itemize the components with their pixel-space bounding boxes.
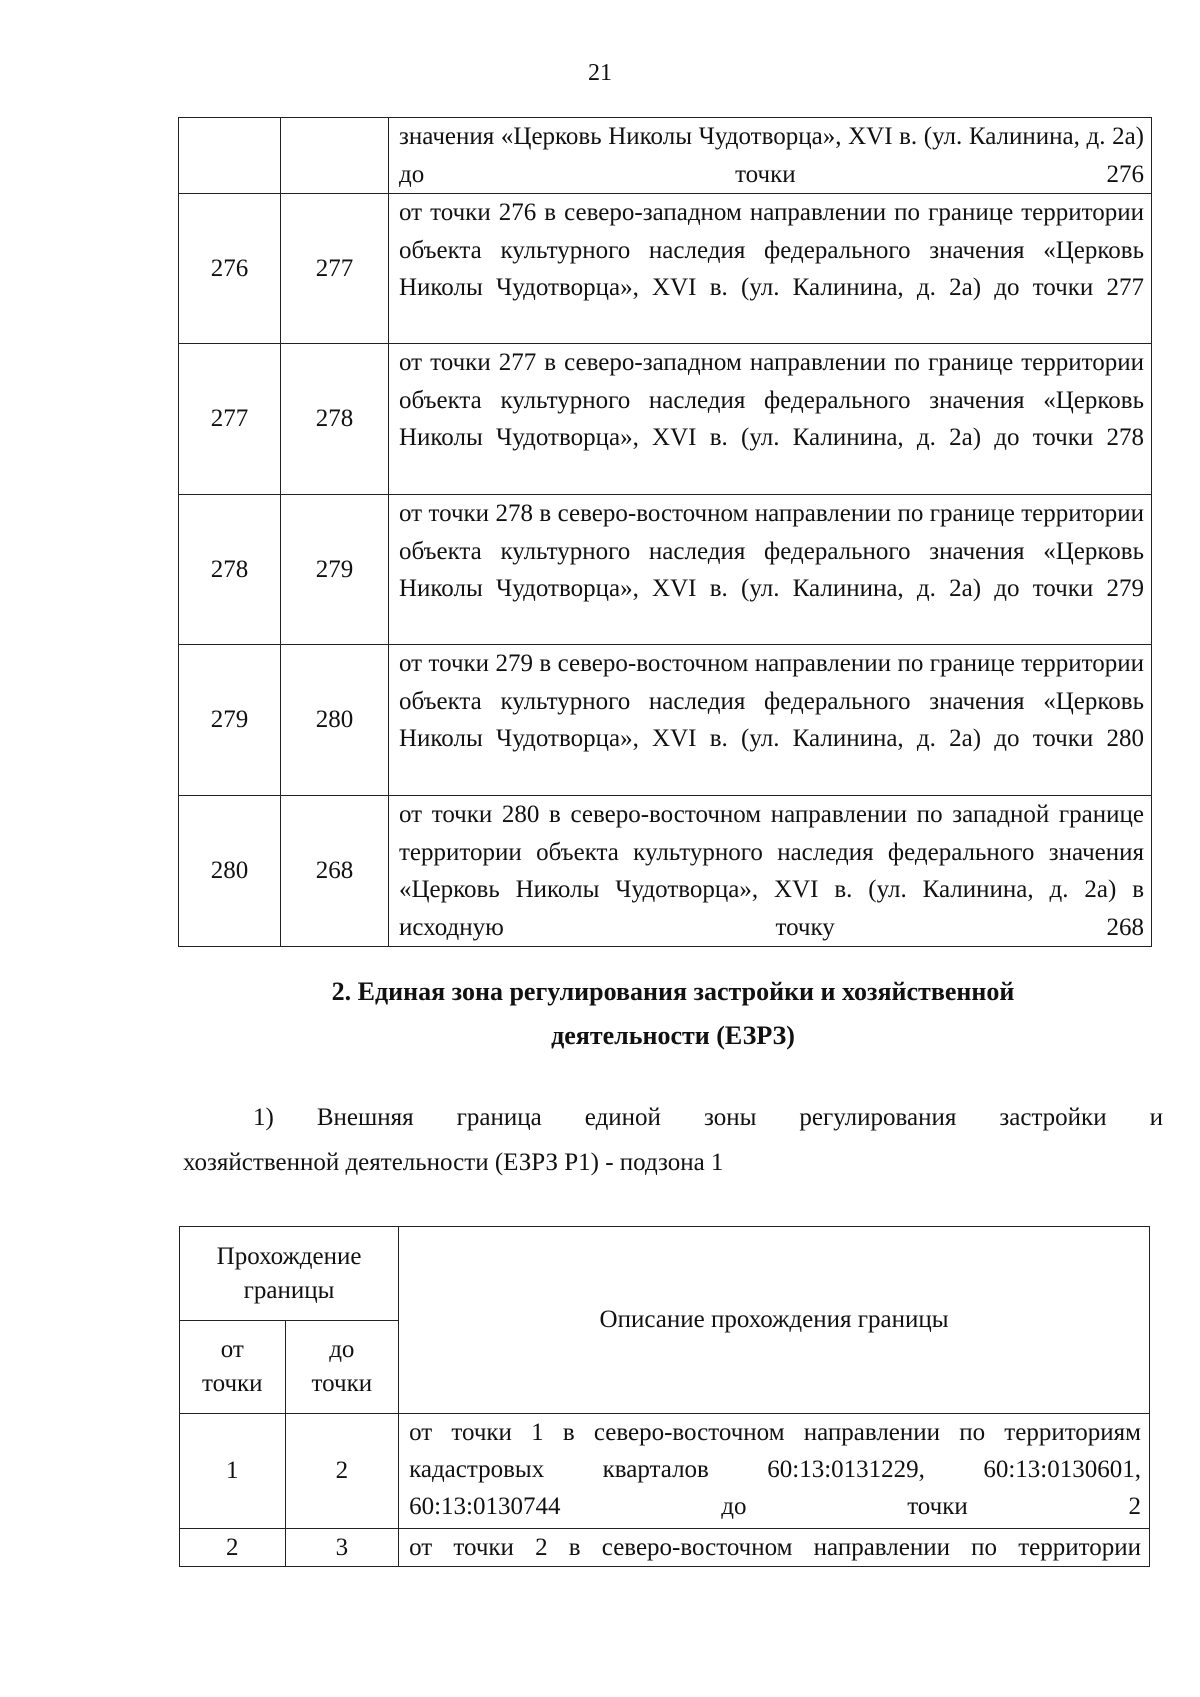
description-cell: от точки 280 в северо-восточном направлении по западной границе территории объекта культурного наследия федерального значения «Церковь Николы Чудотворца», XVI в. (ул. Калинина, д. 2а) в исходную точку 268 (389, 796, 1152, 947)
section-title-line: деятельности (ЕЗРЗ) (551, 1021, 795, 1050)
boundary-table (179, 1226, 1150, 1567)
header-description: Описание прохождения границы (399, 1227, 1150, 1414)
header-boundary-passage: Прохождение границы (180, 1227, 399, 1321)
from-point-cell: 1 (180, 1414, 286, 1529)
to-point-cell: 268 (281, 796, 389, 947)
description-cell: от точки 276 в северо-западном направлении по границе территории объекта культурного наследия федерального значения «Церковь Николы Чудотворца», XVI в. (ул. Калинина, д. 2а) до точки 277 (389, 194, 1152, 344)
to-point-cell: 2 (285, 1414, 399, 1529)
description-cell: от точки 277 в северо-западном направлении по границе территории объекта культурного наследия федерального значения «Церковь Николы Чудотворца», XVI в. (ул. Калинина, д. 2а) до точки 278 (389, 344, 1152, 495)
to-point-cell: 280 (281, 645, 389, 796)
from-point-cell (179, 118, 281, 194)
from-point-cell: 277 (179, 344, 281, 495)
to-point-cell: 279 (281, 495, 389, 645)
page-number: 21 (588, 60, 612, 86)
to-point-cell: 277 (281, 194, 389, 344)
description-cell: от точки 1 в северо-восточном направлении по территориям кадастровых кварталов 60:13:0131229, 60:13:0130601, 60:13:0130744 до точки 2 (399, 1414, 1150, 1529)
zone-boundary-paragraph (183, 1095, 1163, 1185)
table-row (180, 1529, 1150, 1567)
from-point-cell: 280 (179, 796, 281, 947)
section-title (0, 970, 1200, 1058)
table-row (179, 645, 1152, 796)
description-cell: значения «Церковь Николы Чудотворца», XVI в. (ул. Калинина, д. 2а) до точки 276 (389, 118, 1152, 194)
header-to-point: до точки (285, 1321, 399, 1414)
paragraph-line: 1) Внешняя граница единой зоны регулирования застройки и (253, 1104, 1163, 1131)
description-cell: от точки 2 в северо-восточном направлении по территории (399, 1529, 1150, 1567)
table-row (179, 118, 1152, 194)
description-cell: от точки 278 в северо-восточном направлении по границе территории объекта культурного наследия федерального значения «Церковь Николы Чудотворца», XVI в. (ул. Калинина, д. 2а) до точки 279 (389, 495, 1152, 645)
table-header-row (180, 1227, 1150, 1321)
from-point-cell: 279 (179, 645, 281, 796)
table-row (179, 796, 1152, 947)
from-point-cell: 278 (179, 495, 281, 645)
table-row (180, 1414, 1150, 1529)
table-row (179, 194, 1152, 344)
table-row (179, 495, 1152, 645)
description-cell: от точки 279 в северо-восточном направлении по границе территории объекта культурного наследия федерального значения «Церковь Николы Чудотворца», XVI в. (ул. Калинина, д. 2а) до точки 280 (389, 645, 1152, 796)
boundary-table-continued (178, 117, 1152, 947)
to-point-cell: 278 (281, 344, 389, 495)
from-point-cell: 2 (180, 1529, 286, 1567)
paragraph-line: хозяйственной деятельности (ЕЗРЗ Р1) - подзона 1 (183, 1149, 724, 1176)
header-from-point: от точки (180, 1321, 286, 1414)
from-point-cell: 276 (179, 194, 281, 344)
to-point-cell: 3 (285, 1529, 399, 1567)
table-row (179, 344, 1152, 495)
to-point-cell (281, 118, 389, 194)
section-title-line: 2. Единая зона регулирования застройки и хозяйственной (331, 977, 1015, 1006)
